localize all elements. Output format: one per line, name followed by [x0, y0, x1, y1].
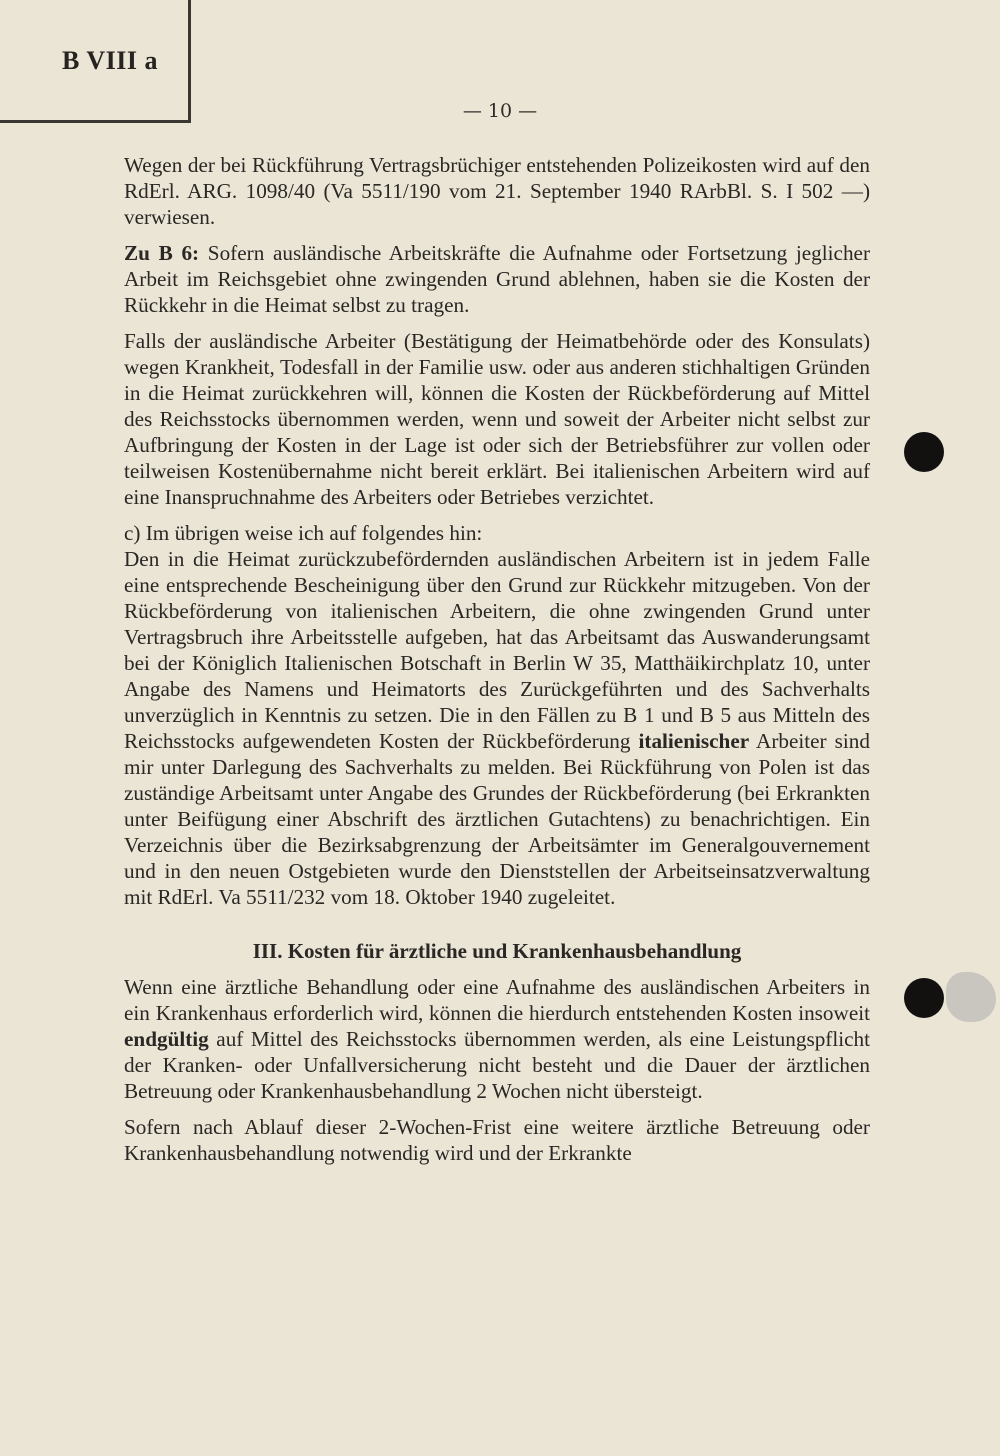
- emphasis-endgueltig: endgültig: [124, 1027, 209, 1051]
- paragraph-text-part2: Arbeiter sind mir unter Darlegung des Sachverhalts zu melden. Bei Rückführung von Polen ist das zuständige Arbeitsamt unter Angabe des Grundes der Rückbeförderung (bei Erkrankten unter Beifügung einer Abschrift des ärztlichen Gutachtens) zu benachrichtigen. Ein Verzeichnis über die Bezirksabgrenzung der Arbeitsämter im Generalgouvernement und in den neuen Ostgebieten wurde den Dienststellen der Arbeitseinsatzverwaltung mit RdErl. Va 5511/232 vom 18. Oktober 1940 zugeleitet.: [124, 729, 870, 909]
- paper-stain: [946, 972, 996, 1022]
- paragraph-text-part1: Wenn eine ärztliche Behandlung oder eine Aufnahme des ausländischen Arbeiters in ein Krankenhaus erforderlich wird, können die hierdurch entstehenden Kosten insoweit: [124, 975, 870, 1025]
- paragraph-zu-b6: [124, 240, 870, 318]
- paragraph-c-intro: [124, 520, 870, 546]
- paragraph-text: c) Im übrigen weise ich auf folgendes hin:: [124, 521, 483, 545]
- emphasis-italienischer: italienischer: [638, 729, 750, 753]
- paragraph-text: Sofern nach Ablauf dieser 2-Wochen-Frist eine weitere ärztliche Betreuung oder Krankenhausbehandlung notwendig wird und der Erkrankte: [124, 1115, 870, 1165]
- paragraph-medical-costs: [124, 974, 870, 1104]
- punch-hole-lower: [904, 978, 944, 1018]
- paragraph-text: Falls der ausländische Arbeiter (Bestätigung der Heimatbehörde oder des Konsulats) wegen Krankheit, Todesfall in der Familie usw. oder aus anderen stichhaltigen Gründen in die Heimat zurückkehren will, können die Kosten der Rückbeförderung auf Mittel des Reichsstocks übernommen werden, wenn und soweit der Arbeiter nicht selbst zur Aufbringung der Kosten in der Lage ist oder sich der Betriebsführer zur vollen oder teilweisen Kostenübernahme nicht bereit erklärt. Bei italienischen Arbeitern wird auf eine Inanspruchnahme des Arbeiters oder Betriebes verzichtet.: [124, 329, 870, 509]
- paragraph-c-body: [124, 546, 870, 910]
- paragraph-illness-return: [124, 328, 870, 510]
- paragraph-two-week-limit: [124, 1114, 870, 1166]
- page-number: — 10 —: [462, 100, 538, 122]
- section-code: B VIII a: [62, 46, 159, 75]
- paragraph-police-costs: [124, 152, 870, 230]
- paragraph-text: Sofern ausländische Arbeitskräfte die Aufnahme oder Fortsetzung jeglicher Arbeit im Reichsgebiet ohne zwingenden Grund ablehnen, haben sie die Kosten der Rückkehr in die Heimat selbst zu tragen.: [124, 241, 870, 317]
- section-heading: III. Kosten für ärztliche und Krankenhausbehandlung: [252, 939, 742, 963]
- body-text: [124, 152, 870, 1176]
- paragraph-text-part2: auf Mittel des Reichsstocks übernommen werden, als eine Leistungspflicht der Kranken- oder Unfallversicherung nicht besteht und die Dauer der ärztlichen Betreuung oder Krankenhausbehandlung 2 Wochen nicht übersteigt.: [124, 1027, 870, 1103]
- punch-hole-upper: [904, 432, 944, 472]
- paragraph-lead: Zu B 6:: [124, 241, 200, 265]
- paragraph-text-part1: Den in die Heimat zurückzubefördernden ausländischen Arbeitern ist in jedem Falle eine entsprechende Bescheinigung über den Grund zur Rückkehr mitzugeben. Von der Rückbeförderung von italienischen Arbeitern, die ohne zwingenden Grund unter Vertragsbruch ihre Arbeitsstelle aufgeben, hat das Arbeitsamt das Auswanderungsamt bei der Königlich Italienischen Botschaft in Berlin W 35, Matthäikirchplatz 10, unter Angabe des Namens und Heimatorts des Zurückgeführten und des Sachverhalts unverzüglich in Kenntnis zu setzen. Die in den Fällen zu B 1 und B 5 aus Mitteln des Reichsstocks aufgewendeten Kosten der Rückbeförderung: [124, 547, 870, 753]
- paragraph-text: Wegen der bei Rückführung Vertragsbrüchiger entstehenden Polizeikosten wird auf den RdErl. ARG. 1098/40 (Va 5511/190 vom 21. September 1940 RArbBl. S. I 502 —) verwiesen.: [124, 153, 870, 229]
